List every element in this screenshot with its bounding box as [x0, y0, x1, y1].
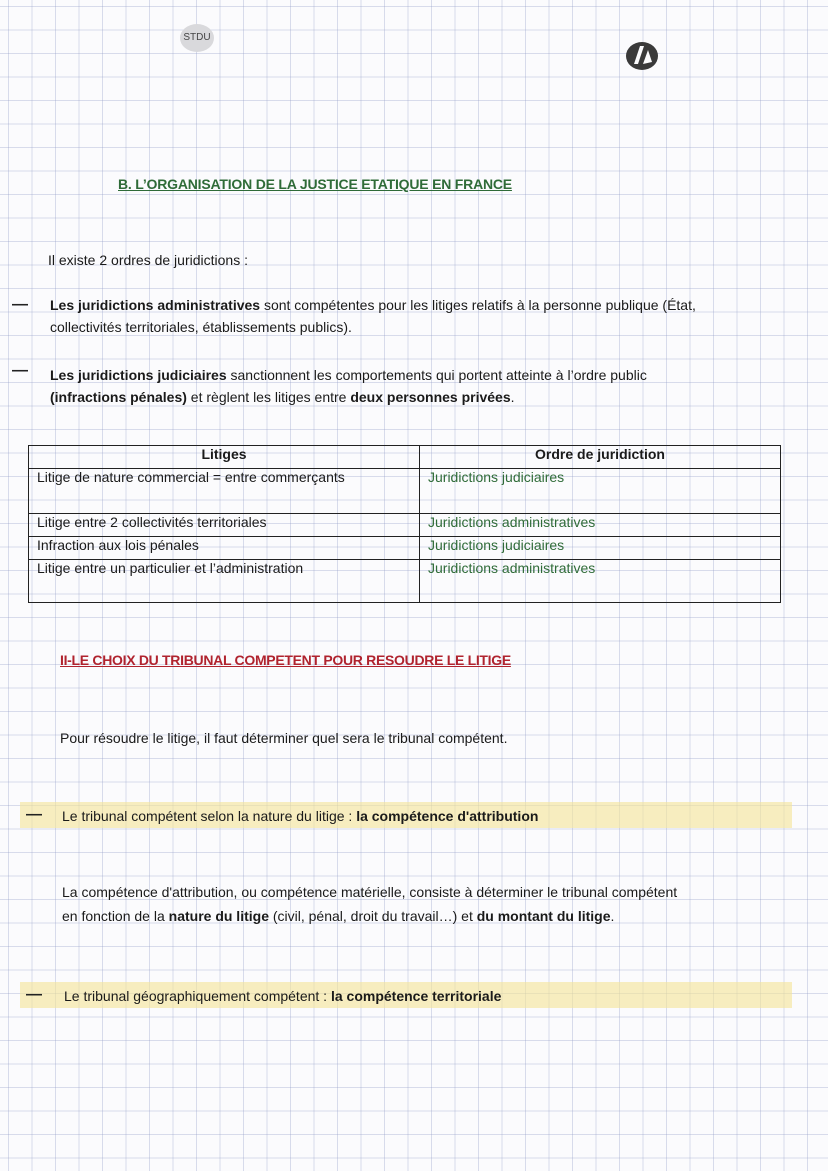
table-header-row [29, 446, 781, 469]
table-header-ordre: Ordre de juridiction [420, 446, 781, 469]
stamp-logo-right-icon [624, 40, 660, 72]
table-cell-ordre: Juridictions judiciaires [420, 537, 781, 560]
bullet2-line2-bold2: deux personnes privées [350, 389, 511, 405]
section-b-title: B. L’ORGANISATION DE LA JUSTICE ETATIQUE EN FRANCE [118, 176, 512, 192]
table-cell-ordre: Juridictions administratives [420, 514, 781, 537]
paragraph-line2 [62, 904, 677, 928]
table-cell-ordre: Juridictions judiciaires [420, 469, 781, 514]
heading2-bold: la compétence territoriale [330, 988, 502, 1004]
section-ii-title: II-LE CHOIX DU TRIBUNAL COMPETENT POUR RESOUDRE LE LITIGE [60, 652, 511, 668]
p1-l2-d: du montant du litige [476, 908, 611, 924]
heading1-bold: la compétence d'attribution [356, 808, 539, 824]
heading-competence-attribution [62, 804, 538, 828]
p1-l2-c: (civil, pénal, droit du travail…) et [268, 908, 477, 924]
bullet2-bold: Les juridictions judiciaires [50, 367, 227, 383]
paragraph-line1: La compétence d'attribution, ou compétence matérielle, consiste à déterminer le tribunal compétent [62, 884, 678, 900]
bullet1-rest: sont compétentes pour les litiges relatifs à la personne publique (État, [260, 297, 696, 313]
heading-competence-territoriale [64, 984, 501, 1008]
stamp-logo-left: STDU [180, 24, 214, 52]
p1-l2-a: en fonction de la [62, 908, 169, 924]
bullet-administratives [50, 294, 696, 338]
table-row [29, 514, 781, 537]
p1-l2-b: nature du litige [168, 908, 269, 924]
bullet-dash-icon: — [26, 806, 42, 823]
table-cell-litige: Litige entre un particulier et l’administration [29, 560, 420, 603]
table-row [29, 469, 781, 514]
bullet2-rest: sanctionnent les comportements qui portent atteinte à l’ordre public [226, 367, 647, 383]
table-row [29, 560, 781, 603]
bullet-dash-icon: — [12, 296, 28, 313]
heading2-plain: Le tribunal géographiquement compétent : [64, 988, 331, 1004]
bullet2-line2-mid: et règlent les litiges entre [186, 389, 351, 405]
heading1-plain: Le tribunal compétent selon la nature du litige : [62, 808, 357, 824]
p1-l2-e: . [610, 908, 615, 924]
table-cell-litige: Infraction aux lois pénales [29, 537, 420, 560]
juridiction-table [28, 445, 781, 603]
bullet2-line2-bold: (infractions pénales) [50, 389, 187, 405]
paragraph-competence-attribution [62, 880, 677, 928]
table-cell-litige: Litige de nature commercial = entre commerçants [29, 469, 420, 514]
table-cell-ordre: Juridictions administratives [420, 560, 781, 603]
table-header-litiges: Litiges [29, 446, 420, 469]
bullet-dash-icon: — [12, 362, 28, 379]
bullet-judiciaires [50, 364, 647, 408]
table-row [29, 537, 781, 560]
bullet2-line2-end: . [510, 389, 515, 405]
section-ii-intro: Pour résoudre le litige, il faut déterminer quel sera le tribunal compétent. [60, 730, 508, 746]
section-b-intro: Il existe 2 ordres de juridictions : [48, 252, 248, 268]
bullet1-line2: collectivités territoriales, établissements publics). [50, 319, 352, 335]
bullet-dash-icon: — [26, 986, 42, 1003]
bullet1-bold: Les juridictions administratives [50, 297, 261, 313]
table-cell-litige: Litige entre 2 collectivités territoriales [29, 514, 420, 537]
